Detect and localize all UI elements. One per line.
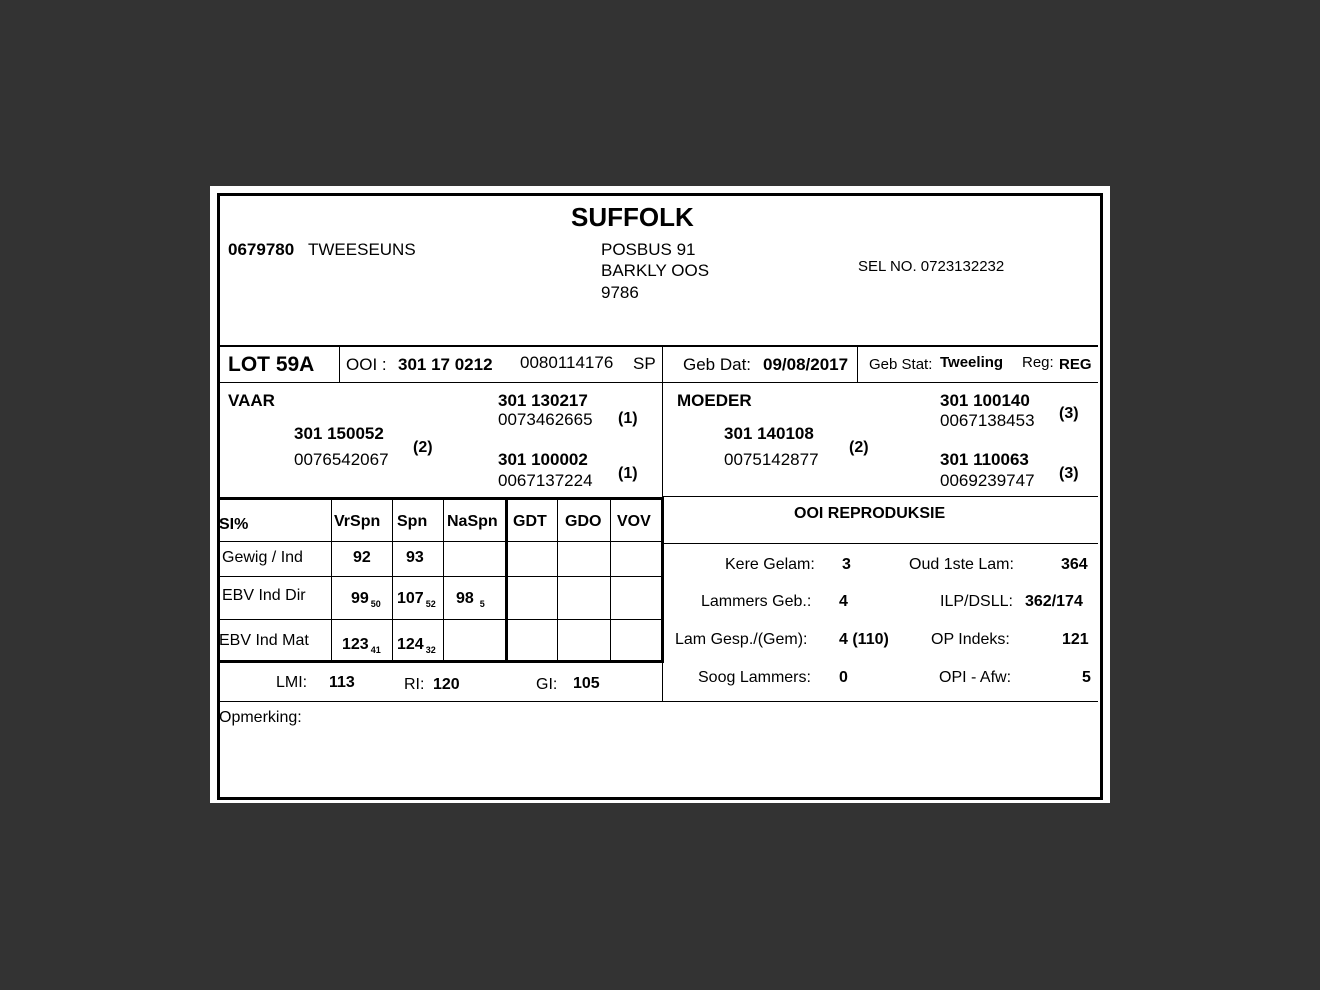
address-line-2: BARKLY OOS — [601, 261, 710, 280]
si-cell-spn: 93 — [406, 549, 424, 566]
si-header-si: SI% — [219, 516, 249, 533]
si-cell-spn — [397, 637, 436, 655]
si-row-label: EBV Ind Mat — [219, 632, 309, 649]
divider-geb-dat — [857, 346, 858, 382]
sire-sire-number: 301 130217 — [498, 391, 588, 410]
lam-gesp-value: 4 (110) — [839, 631, 889, 648]
sire-sire-id: 0073462665 — [498, 410, 593, 429]
si-table-top — [218, 497, 664, 500]
divider-indices — [218, 701, 1098, 702]
gi-label: GI: — [536, 676, 558, 693]
si-cell-subscript: 52 — [425, 599, 436, 609]
opi-value: 5 — [1082, 669, 1091, 686]
si-col-line-4 — [557, 500, 558, 660]
breed-title: SUFFOLK — [571, 202, 694, 232]
address-line-3: 9786 — [601, 283, 639, 302]
remarks-label: Opmerking: — [219, 709, 302, 726]
dam-dam-id: 0069239747 — [940, 471, 1035, 490]
dam-id: 0075142877 — [724, 450, 819, 469]
sire-dam-id: 0067137224 — [498, 471, 593, 490]
sire-dam-grade: (1) — [618, 465, 638, 482]
geb-stat-label: Geb Stat: — [869, 356, 933, 373]
kere-gelam-label: Kere Gelam: — [725, 556, 815, 573]
reg-label: Reg: — [1022, 354, 1054, 371]
si-header-vrspn: VrSpn — [334, 513, 381, 530]
lmi-value: 113 — [329, 674, 355, 691]
ooi-number: 301 17 0212 — [398, 355, 493, 374]
dam-sire-id: 0067138453 — [940, 411, 1035, 430]
lammers-geb-value: 4 — [839, 593, 848, 610]
si-cell-vrspn — [342, 637, 381, 655]
si-table-bottom — [218, 660, 664, 663]
dam-grade: (2) — [849, 439, 869, 456]
si-col-line-1 — [331, 500, 332, 660]
divider-repro-title — [663, 543, 1098, 544]
kere-gelam-value: 3 — [842, 556, 851, 573]
divider-lot — [339, 346, 340, 382]
si-cell-value: 124 — [397, 636, 424, 653]
op-label: OP Indeks: — [931, 631, 1010, 648]
moeder-label: MOEDER — [677, 391, 752, 410]
geb-dat: 09/08/2017 — [763, 355, 849, 374]
si-header-spn: Spn — [397, 513, 428, 530]
oud-value: 364 — [1061, 556, 1088, 573]
lam-gesp-label: Lam Gesp./(Gem): — [675, 631, 808, 648]
si-cell-value: 98 — [456, 590, 474, 607]
ooi-label: OOI : — [346, 355, 387, 374]
si-table-right — [661, 497, 664, 663]
si-cell-spn — [397, 591, 436, 609]
soog-value: 0 — [839, 669, 848, 686]
dam-dam-number: 301 110063 — [940, 450, 1029, 469]
si-header-naspn: NaSpn — [447, 513, 498, 530]
si-cell-value: 123 — [342, 636, 369, 653]
dam-sire-number: 301 100140 — [940, 391, 1030, 410]
ri-label: RI: — [404, 676, 425, 693]
geb-stat: Tweeling — [940, 354, 1004, 371]
si-cell-value: 99 — [351, 590, 369, 607]
ilp-value: 362/174 — [1025, 593, 1083, 610]
phone-number: SEL NO. 0723132232 — [858, 258, 1005, 275]
ooi-suffix: SP — [633, 354, 656, 373]
si-cell-vrspn — [351, 591, 381, 609]
sire-sire-grade: (1) — [618, 410, 638, 427]
si-col-line-3 — [443, 500, 444, 660]
vaar-label: VAAR — [228, 391, 275, 410]
soog-label: Soog Lammers: — [698, 669, 811, 686]
ooi-id: 0080114176 — [520, 353, 614, 372]
sire-grade: (2) — [413, 439, 433, 456]
reg-value: REG — [1059, 356, 1092, 373]
si-col-line-5 — [610, 500, 611, 660]
sire-number: 301 150052 — [294, 424, 384, 443]
geb-dat-label: Geb Dat: — [683, 355, 752, 374]
dam-dam-grade: (3) — [1059, 465, 1079, 482]
oud-label: Oud 1ste Lam: — [909, 556, 1014, 573]
si-cell-subscript: 41 — [370, 645, 381, 655]
ri-value: 120 — [433, 676, 460, 693]
si-row-line-2 — [218, 576, 661, 577]
si-row-line-1 — [218, 541, 661, 542]
si-cell-vrspn: 92 — [353, 549, 371, 566]
breeder-code: 0679780 — [228, 240, 295, 259]
ilp-label: ILP/DSLL: — [940, 593, 1013, 610]
si-header-gdo: GDO — [565, 513, 602, 530]
address-line-1: POSBUS 91 — [601, 240, 696, 259]
gi-value: 105 — [573, 675, 600, 692]
dam-sire-grade: (3) — [1059, 405, 1079, 422]
si-table-split — [505, 497, 508, 663]
si-header-vov: VOV — [617, 513, 651, 530]
sire-dam-number: 301 100002 — [498, 450, 588, 469]
si-cell-subscript: 5 — [479, 599, 485, 609]
divider-pedigree — [663, 496, 1098, 497]
opi-label: OPI - Afw: — [939, 669, 1012, 686]
si-row-label: Gewig / Ind — [222, 549, 303, 566]
si-col-line-2 — [392, 500, 393, 660]
si-cell-naspn — [456, 591, 485, 609]
lot-number: LOT 59A — [228, 353, 315, 376]
si-cell-subscript: 50 — [370, 599, 381, 609]
si-row-line-3 — [218, 619, 661, 620]
sire-id: 0076542067 — [294, 450, 389, 469]
op-value: 121 — [1062, 631, 1089, 648]
si-row-label: EBV Ind Dir — [222, 587, 306, 604]
si-header-gdt: GDT — [513, 513, 547, 530]
dam-number: 301 140108 — [724, 424, 814, 443]
repro-title: OOI REPRODUKSIE — [794, 505, 946, 522]
lammers-geb-label: Lammers Geb.: — [701, 593, 812, 610]
si-cell-value: 107 — [397, 590, 424, 607]
divider-header — [218, 345, 1098, 347]
si-cell-subscript: 32 — [425, 645, 436, 655]
breeder-name: TWEESEUNS — [308, 240, 416, 259]
divider-id-row — [218, 382, 1098, 383]
lmi-label: LMI: — [276, 674, 308, 691]
